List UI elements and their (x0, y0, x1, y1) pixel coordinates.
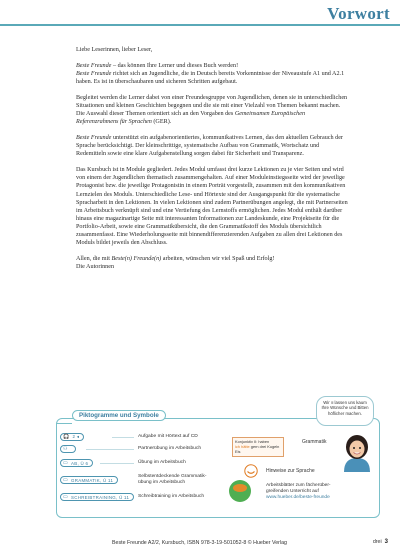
legend-desc-schreib: Schreibtraining im Arbeitsbuch (138, 494, 205, 499)
paragraph-4: Das Kursbuch ist in Module gegliedert. Jedes Modul umfasst drei kurze Lektionen zu je vier Seiten und wird von einem der Jugendlichen thematisch zusammengehalten. Auf einer Moduleinstiegsseite wird der jeweilige Protagonist bzw. die jeweilige Protagonistin in einem Porträt vorgestellt, zusammen mit den kommunikativen Lernzielen des Moduls. Unterschiedliche Lese- und Hörtexte sind der Ausgangspunkt für die systematische Spracharbeit in den Lektionen. In vielen Lektionen sind zudem Partnerübungen angelegt, die mit Partnerseiten im Arbeitsbuch verknüpft sind und eine Vertiefung des Lernstoffs ermöglichen. Jedes Modul enthält darüber hinaus eine magazinartige Seite mit interessanten Informationen zur Landeskunde, eine Projektseite für die Portfolio-Arbeit, sowie eine Grammatikübersicht, die den Grammatikstoff des Moduls übersichtlich zusammenfasst. Eine Wiederholungsseite mit binnendifferenzierenden Aufgaben zu allen drei Lektionen des Moduls bildet jeweils den Abschluss. (76, 167, 348, 247)
legend-chip-schreib: ▭ SCHREIBTRAINING, Ü 11 (60, 493, 134, 501)
girl-avatar-icon (340, 432, 374, 472)
page-title: Vorwort (321, 4, 390, 24)
legend-desc-cd: Aufgabe mit Hörtext auf CD (138, 434, 198, 439)
legend-leader-line (112, 437, 134, 438)
legend-row-grammatik (60, 475, 118, 485)
legend-row-pair (60, 444, 76, 454)
greeting: Liebe Leserinnen, lieber Leser, (76, 47, 153, 53)
legend-chip-pair (60, 445, 76, 453)
legend-desc-grammatik: Selbstentdeckende Grammatik- übung im Arbeitsbuch (138, 474, 207, 485)
grammar-example-card (232, 437, 284, 457)
legend-panel (56, 418, 380, 518)
legend-title: Piktogramme und Symbole (72, 410, 166, 421)
worksheets-label: Arbeitsblätter zum fächerüber- greifenden Unterricht auf www.hueber.de/beste-freunde (266, 483, 331, 500)
badge-highlight (233, 484, 247, 492)
speech-hint-icon (244, 464, 258, 478)
grammar-label: Grammatik (302, 439, 327, 445)
grammar-card-line: Konjunktiv II: haben (235, 439, 270, 444)
book-icon: ▭ (63, 460, 69, 466)
foreword-text (76, 46, 348, 279)
legend-chip-grammatik: ▭ GRAMMATIK, Ü 11 (60, 476, 118, 484)
legend-chip-ab: ▭ AB, Ü 6 (60, 459, 93, 467)
hueber-link[interactable]: www.hueber.de/beste-freunde (266, 494, 330, 500)
legend-row-cd (60, 432, 84, 442)
header-rule (0, 24, 400, 26)
legend-leader-line (86, 449, 134, 450)
footer-copyright: Beste Freunde A2/2, Kursbuch, ISBN 978-3-19-501052-8 © Hueber Verlag (112, 540, 287, 546)
pair-icon: ⚇ (63, 446, 68, 452)
paragraph-1: Beste Freunde – das können Ihre Lerner und dieses Buch werden! Beste Freunde richtet sich an Jugendliche, die in Deutsch bereits Vorkenntnisse der Niveaustufe A1 und A2.1 haben. Es ist in überschaubaren und sicheren Schritten aufgebaut. (76, 62, 345, 86)
language-hint-label: Hinweise zur Sprache (266, 468, 315, 474)
book-icon: ▭ (63, 494, 69, 500)
legend-row-ab (60, 458, 93, 468)
legend-leader-line (100, 463, 134, 464)
headphones-icon: 🎧 (63, 434, 70, 440)
legend-desc-ab: Übung im Arbeitsbuch (138, 460, 186, 465)
paragraph-2: Begleitet werden die Lerner dabei von einer Freundesgruppe von Jugendlichen, denen sie in unterschiedlichen Situationen und kleinen Geschichten begegnen und die sie mit einer Vielzahl von Themen bekannt machen. Die Auswahl dieser Themen orientiert sich an den Vorgaben des Gemeinsamen Europäischen Referenzrahmens für Sprachen (GER). (76, 94, 348, 126)
grammar-card-example: ich hätte gern drei Kugeln Eis (235, 444, 280, 454)
paragraph-3: Beste Freunde unterstützt ein aufgabenorientiertes, kommunikatives Lernen, das den aktuellen Gebrauch der Sprache berücksichtigt. Der kleinschrittige, systematische Aufbau von Grammatik, Wortschatz und Redemitteln sowie eine klare Aufgabenstellung sorgen dabei für Sicherheit und Transparenz. (76, 135, 343, 158)
legend-chip-cd (60, 433, 84, 441)
speech-bubble: Wir ≡ lassen uns kaum Ihre Wünsche und Bitten höflicher machen. (316, 396, 374, 426)
book-icon: ▭ (63, 477, 69, 483)
legend-desc-pair: Partnerübung im Arbeitsbuch (138, 446, 202, 451)
cd-track-label: 2 ◂ (72, 434, 80, 439)
legend-row-schreib (60, 492, 134, 502)
footer-page-number: drei 3 (372, 539, 388, 545)
legend-connector (56, 423, 72, 424)
paragraph-5: Allen, die mit Beste(n) Freunde(n) arbeiten, wünschen wir viel Spaß und Erfolg! Die Autorinnen (76, 255, 275, 271)
